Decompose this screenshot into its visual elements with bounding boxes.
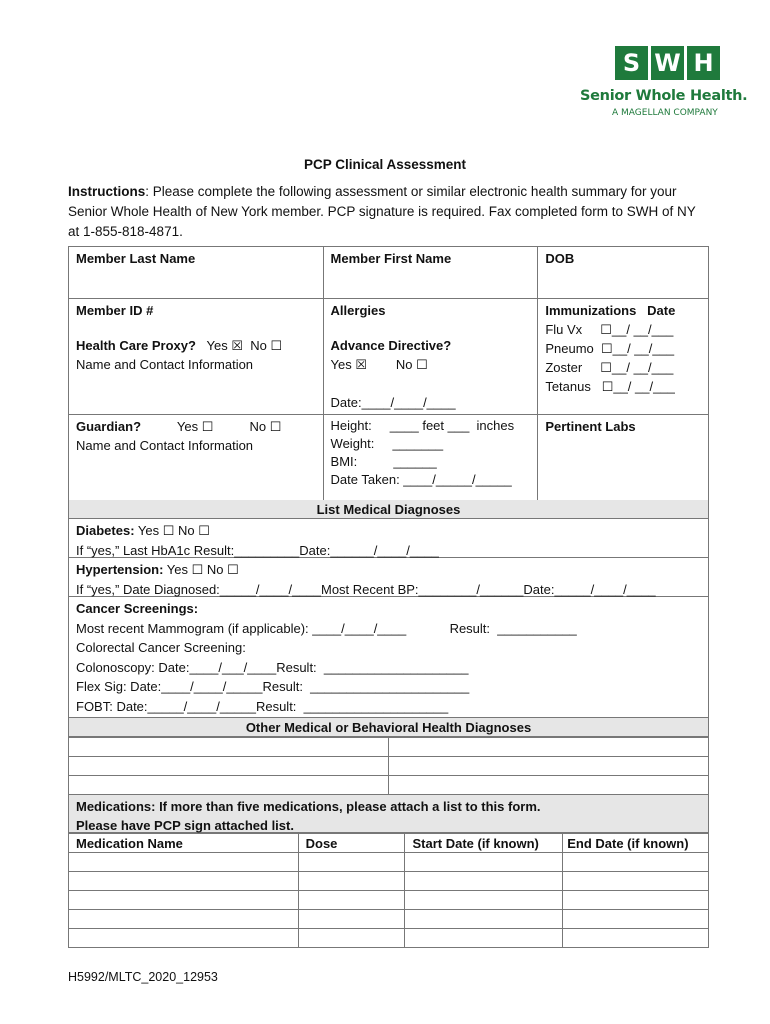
- other-diagnoses-table: [68, 737, 709, 795]
- medication-cell[interactable]: [405, 853, 563, 872]
- guardian-options[interactable]: Yes ☐ No ☐: [176, 418, 282, 434]
- logo-tagline: A MAGELLAN COMPANY: [612, 108, 718, 118]
- medication-cell[interactable]: [298, 891, 405, 910]
- medication-cell[interactable]: [405, 929, 563, 948]
- hypertension-options[interactable]: Yes ☐ No ☐: [163, 562, 239, 577]
- medications-line-1: Medications: If more than five medications, please attach a list to this form.: [76, 799, 541, 814]
- weight-field[interactable]: Weight: _______: [330, 435, 444, 451]
- medication-cell[interactable]: [298, 853, 405, 872]
- diabetes-hba1c-line[interactable]: If “yes,” Last HbA1c Result:_________Date:______/____/____: [76, 542, 439, 558]
- logo-letter-h: H: [687, 46, 720, 80]
- member-first-name-field[interactable]: Member First Name: [323, 247, 538, 299]
- advance-directive-cell: [323, 334, 538, 415]
- zoster-row[interactable]: Zoster ☐__/ __/___: [545, 360, 674, 375]
- other-diagnosis-cell[interactable]: [388, 776, 709, 795]
- dob-field[interactable]: DOB: [538, 247, 709, 299]
- colonoscopy-line[interactable]: Colonoscopy: Date:____/___/____Result: ____________________: [76, 659, 469, 675]
- medication-cell[interactable]: [563, 872, 709, 891]
- medication-cell[interactable]: [405, 891, 563, 910]
- immunizations-cell: [538, 299, 709, 415]
- member-id-field[interactable]: Member ID #: [69, 299, 324, 334]
- cancer-screenings-section: [68, 597, 709, 717]
- form-code-footer: H5992/MLTC_2020_12953: [68, 970, 218, 984]
- medication-cell[interactable]: [69, 872, 299, 891]
- hcp-name-contact[interactable]: Name and Contact Information: [76, 356, 254, 372]
- flu-vx-row[interactable]: Flu Vx ☐__/ __/___: [545, 322, 674, 337]
- medication-cell[interactable]: [298, 929, 405, 948]
- diabetes-label: Diabetes:: [76, 523, 135, 538]
- medication-cell[interactable]: [298, 872, 405, 891]
- member-last-name-field[interactable]: Member Last Name: [69, 247, 324, 299]
- medication-cell[interactable]: [563, 853, 709, 872]
- logo-letter-s: S: [615, 46, 648, 80]
- medication-cell[interactable]: [298, 910, 405, 929]
- medication-cell[interactable]: [69, 929, 299, 948]
- guardian-cell: [69, 414, 324, 500]
- hcp-label: Health Care Proxy?: [76, 337, 196, 353]
- medication-cell[interactable]: [69, 910, 299, 929]
- medication-name-header: Medication Name: [69, 834, 299, 853]
- advance-directive-label: Advance Directive?: [330, 337, 452, 353]
- other-diagnosis-cell[interactable]: [69, 757, 389, 776]
- logo-letter-w: W: [651, 46, 684, 80]
- health-care-proxy-cell: [69, 334, 324, 415]
- pertinent-labs-field[interactable]: Pertinent Labs: [538, 414, 709, 500]
- hypertension-line[interactable]: If “yes,” Date Diagnosed:_____/____/____Most Recent BP:________/______Date:_____/____/____: [76, 581, 656, 597]
- cancer-screenings-label: Cancer Screenings:: [76, 601, 199, 616]
- hcp-options[interactable]: Yes ☒ No ☐: [206, 337, 283, 353]
- member-info-table: [68, 246, 709, 501]
- medication-cell[interactable]: [69, 853, 299, 872]
- date-taken-field[interactable]: Date Taken: ____/_____/_____: [330, 471, 512, 487]
- other-diagnosis-cell[interactable]: [69, 776, 389, 795]
- dose-header: Dose: [298, 834, 405, 853]
- logo-company-name: Senior Whole Health.: [580, 88, 748, 104]
- height-field[interactable]: Height: ____ feet ___ inches: [330, 417, 515, 433]
- tetanus-row[interactable]: Tetanus ☐__/ __/___: [545, 379, 675, 394]
- instructions-label: Instructions: [68, 184, 146, 199]
- guardian-name-contact[interactable]: Name and Contact Information: [76, 437, 254, 453]
- list-medical-diagnoses-header: List Medical Diagnoses: [68, 500, 709, 519]
- medication-cell[interactable]: [563, 891, 709, 910]
- swh-logo: [580, 46, 748, 118]
- medication-cell[interactable]: [563, 929, 709, 948]
- colorectal-label: Colorectal Cancer Screening:: [76, 640, 246, 655]
- medications-line-2: Please have PCP sign attached list.: [76, 818, 294, 833]
- hypertension-label: Hypertension:: [76, 562, 164, 577]
- medication-cell[interactable]: [69, 891, 299, 910]
- flex-sig-line[interactable]: Flex Sig: Date:____/____/_____Result: ______________________: [76, 679, 470, 694]
- other-diagnosis-cell[interactable]: [388, 738, 709, 757]
- hypertension-section: [68, 558, 709, 597]
- instructions-text: : Please complete the following assessment or similar electronic health summary for your Senior Whole Health of New York member. PCP signature is required. Fax completed form to SWH of NY at 1-855-818-4871.: [68, 184, 696, 239]
- form-title: PCP Clinical Assessment: [303, 157, 467, 172]
- instructions: [68, 182, 698, 242]
- other-diagnoses-header: Other Medical or Behavioral Health Diagnoses: [68, 717, 709, 737]
- diabetes-options[interactable]: Yes ☐ No ☐: [134, 523, 210, 538]
- medication-cell[interactable]: [405, 910, 563, 929]
- fobt-line[interactable]: FOBT: Date:_____/____/_____Result: ____________________: [76, 698, 449, 714]
- advance-directive-date[interactable]: Date:____/____/____: [330, 394, 456, 410]
- guardian-label: Guardian?: [76, 418, 142, 434]
- medication-cell[interactable]: [405, 872, 563, 891]
- vitals-cell: [323, 414, 538, 500]
- immunizations-label: Immunizations Date: [545, 303, 676, 318]
- pneumo-row[interactable]: Pneumo ☐__/ __/___: [545, 341, 675, 356]
- advance-directive-options[interactable]: Yes ☒ No ☐: [330, 356, 428, 372]
- allergies-field[interactable]: Allergies: [323, 299, 538, 334]
- bmi-field[interactable]: BMI: ______: [330, 453, 437, 469]
- diabetes-section: [68, 519, 709, 558]
- mammogram-line[interactable]: Most recent Mammogram (if applicable): ____/____/____ Result: ___________: [76, 620, 577, 636]
- medications-table: [68, 833, 709, 948]
- start-date-header: Start Date (if known): [405, 834, 563, 853]
- medications-instructions: [68, 795, 709, 833]
- medication-cell[interactable]: [563, 910, 709, 929]
- other-diagnosis-cell[interactable]: [69, 738, 389, 757]
- end-date-header: End Date (if known): [563, 834, 709, 853]
- other-diagnosis-cell[interactable]: [388, 757, 709, 776]
